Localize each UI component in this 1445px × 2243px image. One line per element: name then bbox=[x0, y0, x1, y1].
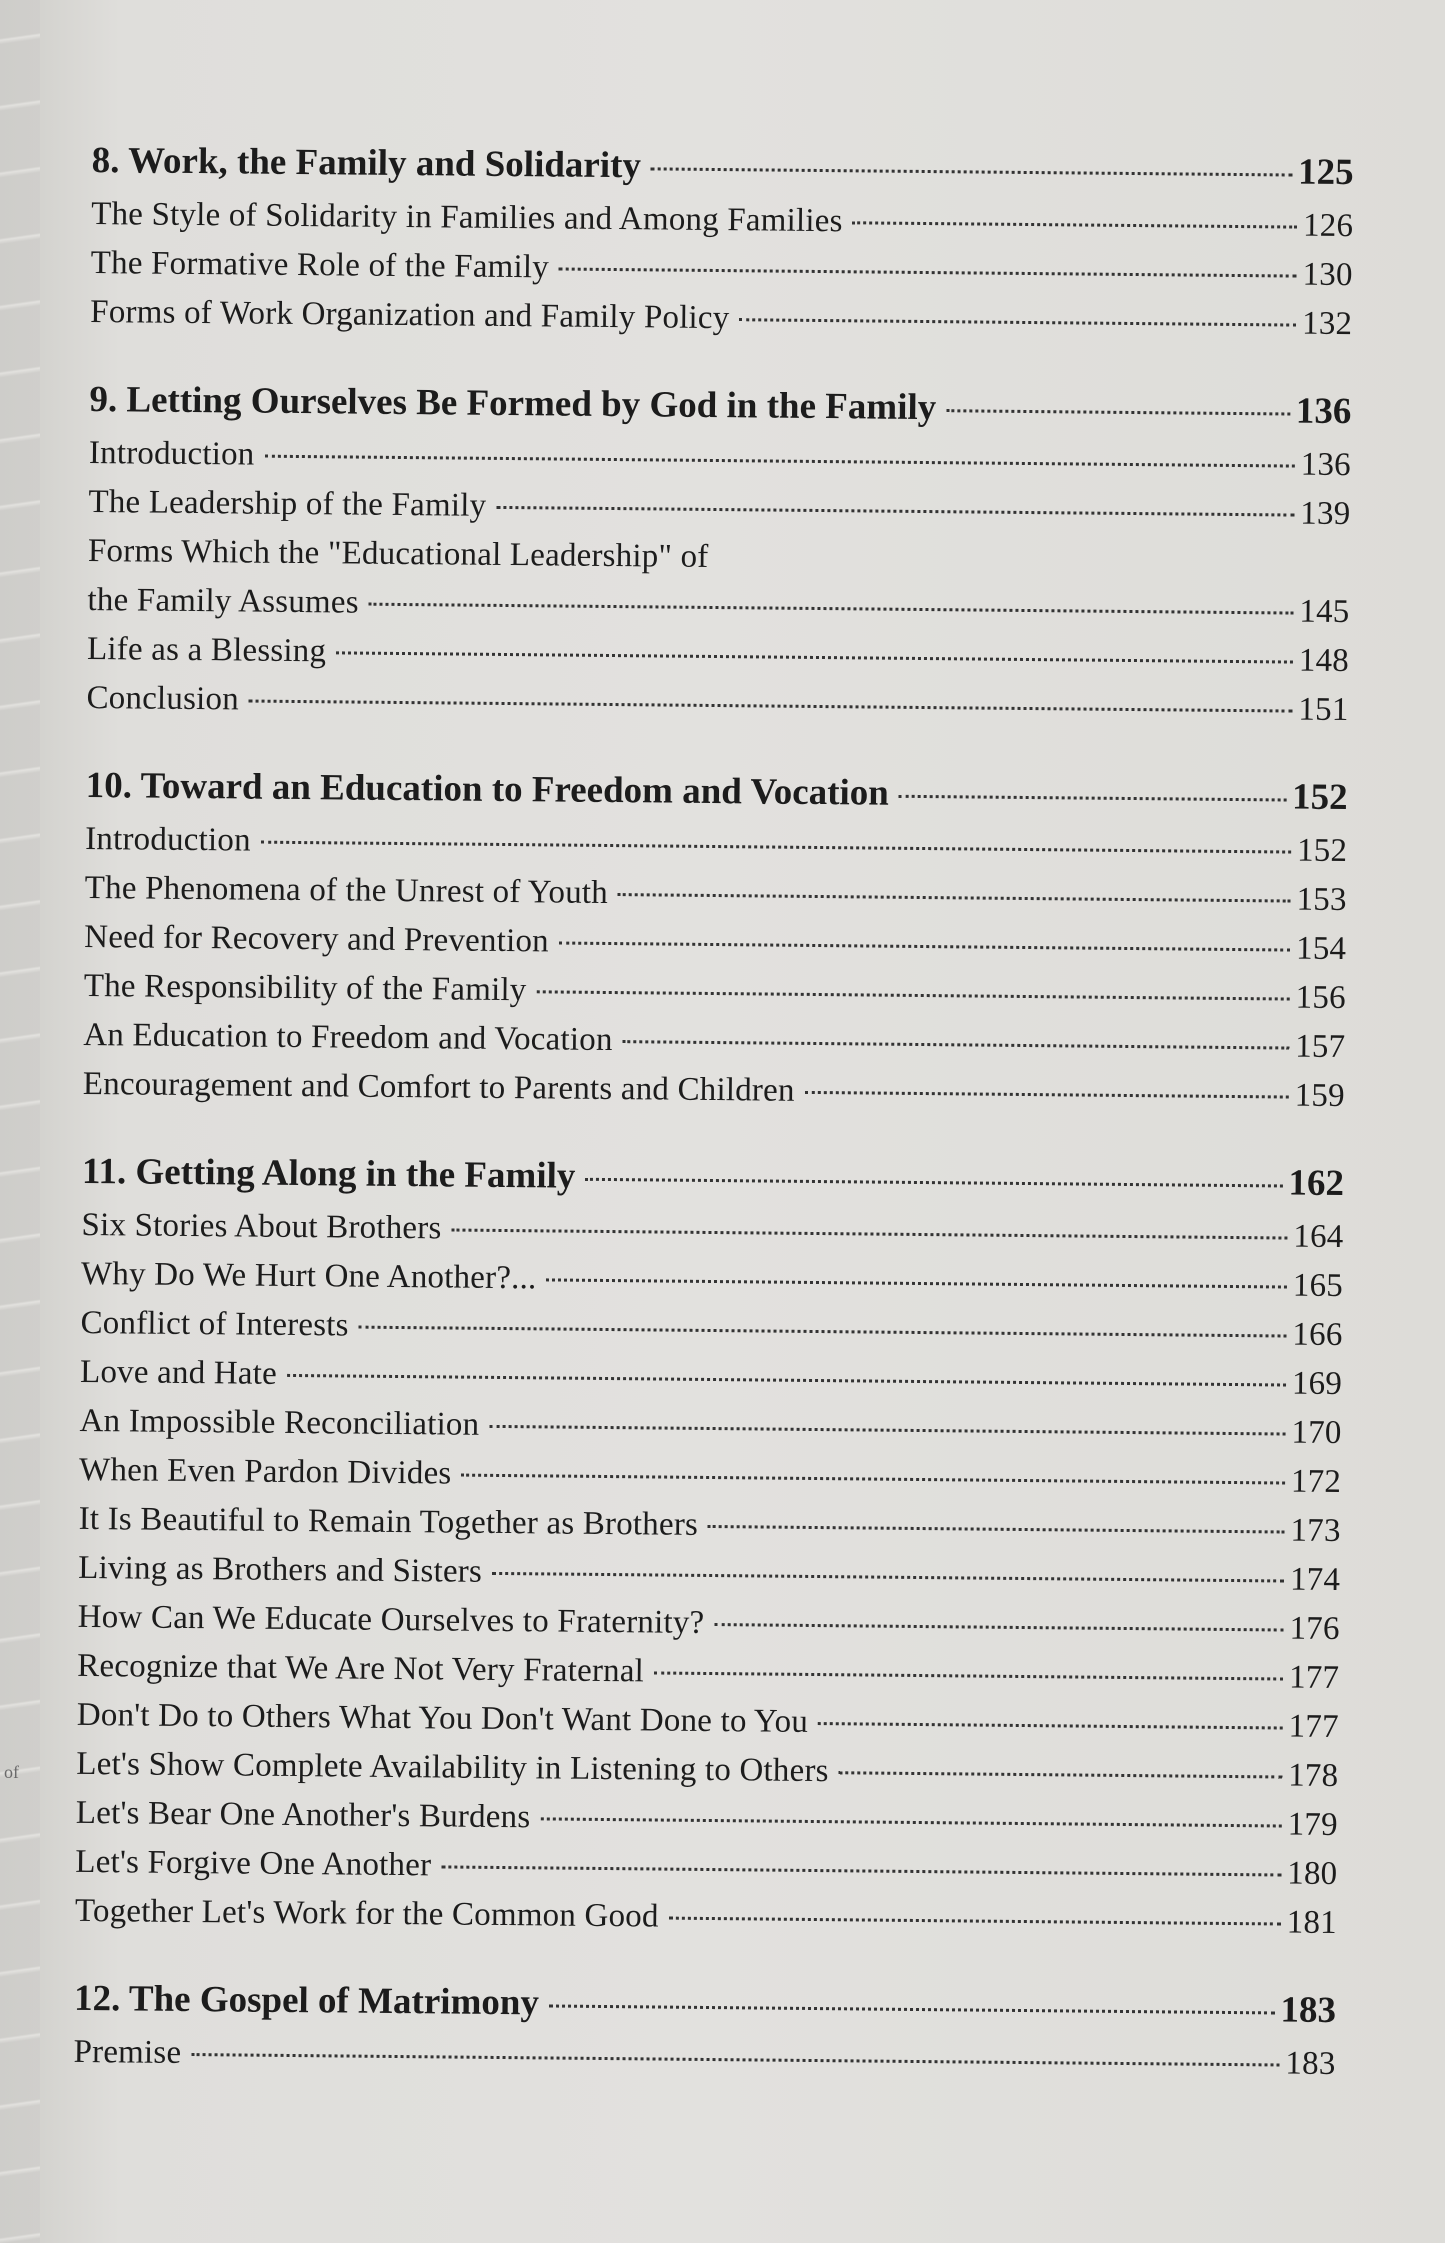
entry-title-first-line: Forms Which the "Educational Leadership" of bbox=[87, 532, 709, 575]
dot-leader bbox=[899, 795, 1286, 802]
page-number: 180 bbox=[1287, 1855, 1338, 1893]
entry-title: Forms of Work Organization and Family Policy bbox=[90, 293, 730, 337]
dot-leader bbox=[669, 1917, 1281, 1926]
page-number: 159 bbox=[1294, 1077, 1345, 1115]
dot-leader bbox=[441, 1865, 1281, 1876]
page-number: 183 bbox=[1280, 1989, 1337, 2032]
entry-title: An Education to Freedom and Vocation bbox=[83, 1016, 613, 1059]
page-number: 169 bbox=[1291, 1365, 1343, 1403]
entry-title: The Responsibility of the Family bbox=[83, 967, 527, 1009]
dot-leader bbox=[559, 267, 1297, 277]
entry-title: When Even Pardon Divides bbox=[78, 1451, 452, 1492]
page-number: 183 bbox=[1285, 2045, 1336, 2083]
page-number: 181 bbox=[1286, 1904, 1338, 1942]
page-number: 170 bbox=[1291, 1414, 1342, 1452]
chapter-10 bbox=[83, 757, 1348, 1121]
page-number: 174 bbox=[1289, 1561, 1341, 1599]
entry-title: An Impossible Reconciliation bbox=[79, 1402, 480, 1443]
page-number: 176 bbox=[1289, 1610, 1340, 1648]
page-number: 178 bbox=[1287, 1757, 1339, 1795]
chapter-title: 9. Letting Ourselves Be Formed by God in the Family bbox=[89, 378, 937, 429]
dot-leader bbox=[739, 318, 1296, 326]
dot-leader bbox=[540, 1817, 1281, 1827]
dot-leader bbox=[461, 1474, 1285, 1485]
entry-title: Let's Bear One Another's Burdens bbox=[75, 1794, 531, 1836]
entry-title: Love and Hate bbox=[79, 1353, 278, 1392]
entry-title: Recognize that We Are Not Very Fraternal bbox=[77, 1647, 645, 1690]
dot-leader bbox=[651, 167, 1292, 176]
page-number: 166 bbox=[1292, 1316, 1343, 1354]
dot-leader bbox=[549, 2004, 1275, 2014]
entry-title: The Formative Role of the Family bbox=[90, 244, 550, 286]
entry-title: Premise bbox=[73, 2033, 182, 2071]
entry-title: Let's Forgive One Another bbox=[75, 1843, 432, 1884]
page-number: 148 bbox=[1298, 642, 1350, 680]
entry-title: Let's Show Complete Availability in Listening to Others bbox=[76, 1745, 829, 1790]
chapter-heading bbox=[74, 1970, 1336, 2040]
page-number: 145 bbox=[1299, 593, 1350, 631]
entry-title: Need for Recovery and Prevention bbox=[84, 918, 550, 960]
page-number: 130 bbox=[1302, 256, 1353, 294]
chapter-8 bbox=[90, 132, 1354, 349]
chapter-12 bbox=[73, 1970, 1336, 2089]
chapter-title: 10. Toward an Education to Freedom and Vocation bbox=[85, 764, 890, 814]
page-number: 126 bbox=[1302, 207, 1354, 245]
page-number: 136 bbox=[1300, 446, 1352, 484]
page-number: 139 bbox=[1300, 495, 1351, 533]
entry-title: Living as Brothers and Sisters bbox=[78, 1549, 483, 1590]
chapter-heading bbox=[85, 757, 1347, 827]
adjacent-page-text: of bbox=[4, 1762, 19, 1782]
chapter-title: 12. The Gospel of Matrimony bbox=[73, 1977, 540, 2024]
dot-leader bbox=[492, 1572, 1284, 1583]
dot-leader bbox=[623, 1040, 1290, 1049]
page-number: 173 bbox=[1290, 1512, 1341, 1550]
page-number: 132 bbox=[1301, 305, 1353, 343]
entry-title: Life as a Blessing bbox=[86, 630, 327, 670]
entry-title: Six Stories About Brothers bbox=[81, 1206, 442, 1247]
dot-leader bbox=[359, 1326, 1287, 1338]
entry-title: The Phenomena of the Unrest of Youth bbox=[84, 869, 609, 911]
entry-title: Conclusion bbox=[86, 679, 240, 718]
entry-title: Conflict of Interests bbox=[80, 1304, 349, 1344]
entry-title: Introduction bbox=[85, 820, 251, 859]
dot-leader bbox=[818, 1722, 1283, 1729]
page-number: 151 bbox=[1298, 691, 1349, 729]
dot-leader bbox=[714, 1623, 1283, 1631]
page-number: 125 bbox=[1297, 151, 1354, 194]
dot-leader bbox=[249, 700, 1293, 713]
chapter-title: 11. Getting Along in the Family bbox=[81, 1150, 576, 1197]
dot-leader bbox=[261, 841, 1291, 854]
entry-title: Why Do We Hurt One Another?... bbox=[80, 1255, 537, 1297]
dot-leader bbox=[853, 221, 1297, 228]
dot-leader bbox=[654, 1671, 1283, 1680]
page-number: 179 bbox=[1287, 1806, 1338, 1844]
entry-title: It Is Beautiful to Remain Together as Brothers bbox=[78, 1500, 699, 1543]
entry-title: The Style of Solidarity in Families and Among Families bbox=[91, 195, 843, 240]
page-number: 154 bbox=[1295, 930, 1347, 968]
entry-title: Encouragement and Comfort to Parents and Children bbox=[82, 1065, 795, 1109]
page-number: 172 bbox=[1290, 1463, 1342, 1501]
chapter-title: 8. Work, the Family and Solidarity bbox=[91, 139, 642, 187]
page-number: 164 bbox=[1293, 1218, 1344, 1256]
dot-leader bbox=[585, 1178, 1282, 1188]
dot-leader bbox=[287, 1374, 1286, 1387]
page-number: 157 bbox=[1294, 1028, 1346, 1066]
entry-title: Introduction bbox=[88, 434, 255, 473]
page-number: 152 bbox=[1296, 832, 1348, 870]
dot-leader bbox=[805, 1091, 1289, 1099]
entry-title: How Can We Educate Ourselves to Fraternity? bbox=[77, 1598, 705, 1641]
page-number: 152 bbox=[1291, 776, 1348, 819]
page-number: 153 bbox=[1296, 881, 1347, 919]
entry-title: Don't Do to Others What You Don't Want Done to You bbox=[76, 1696, 809, 1740]
page-gutter bbox=[0, 0, 40, 2243]
dot-leader bbox=[369, 603, 1294, 615]
entry-title: Together Let's Work for the Common Good bbox=[74, 1892, 659, 1935]
page-number: 177 bbox=[1288, 1659, 1340, 1697]
chapter-heading bbox=[89, 371, 1351, 441]
dot-leader bbox=[451, 1229, 1287, 1240]
page-number: 165 bbox=[1292, 1267, 1344, 1305]
table-of-contents bbox=[73, 132, 1354, 2123]
chapter-9 bbox=[86, 371, 1351, 735]
dot-leader bbox=[708, 1525, 1284, 1534]
dot-leader bbox=[618, 893, 1291, 902]
page-number: 156 bbox=[1295, 979, 1346, 1017]
dot-leader bbox=[496, 506, 1294, 517]
dot-leader bbox=[264, 455, 1294, 468]
page-number: 177 bbox=[1288, 1708, 1339, 1746]
dot-leader bbox=[191, 2053, 1279, 2066]
dot-leader bbox=[839, 1771, 1283, 1778]
dot-leader bbox=[489, 1425, 1285, 1436]
page-number: 162 bbox=[1288, 1162, 1345, 1205]
dot-leader bbox=[536, 990, 1289, 1000]
chapter-11 bbox=[75, 1143, 1345, 1948]
page-number: 136 bbox=[1295, 390, 1352, 433]
dot-leader bbox=[336, 651, 1293, 663]
dot-leader bbox=[559, 942, 1290, 952]
entry-title: The Leadership of the Family bbox=[88, 483, 487, 524]
dot-leader bbox=[946, 409, 1290, 415]
dot-leader bbox=[546, 1278, 1286, 1288]
entry-title: the Family Assumes bbox=[87, 581, 359, 621]
